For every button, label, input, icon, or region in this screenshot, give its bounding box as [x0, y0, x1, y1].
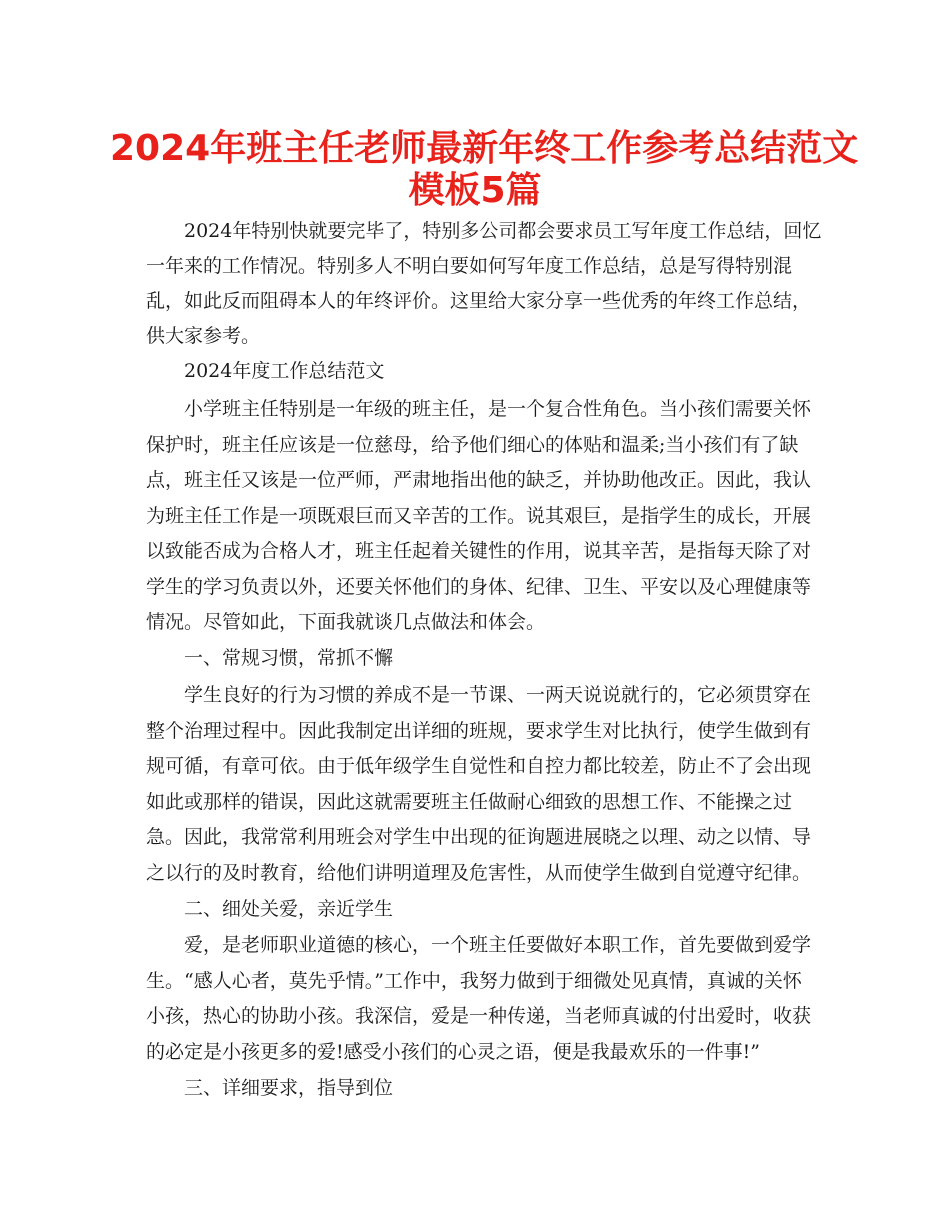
document-title-line1: 2024年班主任老师最新年终工作参考总结范文 — [110, 128, 859, 169]
body-line: 保护时，班主任应该是一位慈母，给予他们细心的体贴和温柔;当小孩们有了缺 — [146, 434, 799, 456]
section-heading: 三、详细要求，指导到位 — [184, 1077, 394, 1099]
body-line: 规可循，有章可依。由于低年级学生自觉性和自控力都比较差，防止不了会出现 — [146, 755, 812, 777]
section-heading: 二、细处关爱，亲近学生 — [184, 898, 394, 920]
body-line: 乱，如此反而阻碍本人的年终评价。这里给大家分享一些优秀的年终工作总结， — [146, 290, 812, 312]
body-line: 小孩，热心的协助小孩。我深信，爱是一种传递，当老师真诚的付出爱时，收获 — [146, 1005, 812, 1027]
body-line: 生。“感人心者，莫先乎情。”工作中，我努力做到于细微处见真情，真诚的关怀 — [146, 970, 802, 992]
body-line: 以致能否成为合格人才，班主任起着关键性的作用，说其辛苦，是指每天除了对 — [146, 540, 812, 562]
section-heading: 2024年度工作总结范文 — [184, 360, 385, 382]
body-line: 一年来的工作情况。特别多人不明白要如何写年度工作总结，总是写得特别混 — [146, 255, 793, 277]
body-line: 点，班主任又该是一位严师，严肃地指出他的缺乏，并协助他改正。因此，我认 — [146, 469, 812, 491]
body-line: 学生良好的行为习惯的养成不是一节课、一两天说说就行的，它必须贯穿在 — [184, 684, 812, 706]
body-line: 如此或那样的错误，因此这就需要班主任做耐心细致的思想工作、不能操之过 — [146, 791, 793, 813]
body-line: 之以行的及时教育，给他们讲明道理及危害性，从而使学生做到自觉遵守纪律。 — [146, 862, 812, 884]
body-line: 供大家参考。 — [146, 325, 261, 347]
body-line: 小学班主任特别是一年级的班主任，是一个复合性角色。当小孩们需要关怀 — [184, 398, 812, 420]
body-line: 为班主任工作是一项既艰巨而又辛苦的工作。说其艰巨，是指学生的成长，开展 — [146, 505, 812, 527]
section-heading: 一、常规习惯，常抓不懈 — [184, 647, 394, 669]
body-line: 爱，是老师职业道德的核心，一个班主任要做好本职工作，首先要做到爱学 — [184, 934, 812, 956]
body-line: 学生的学习负责以外，还要关怀他们的身体、纪律、卫生、平安以及心理健康等 — [146, 576, 812, 598]
body-line: 整个治理过程中。因此我制定出详细的班规，要求学生对比执行，使学生做到有 — [146, 720, 812, 742]
document-title-line2: 模板5篇 — [408, 170, 542, 211]
body-line: 2024年特别快就要完毕了，特别多公司都会要求员工写年度工作总结，回忆 — [184, 220, 822, 242]
body-line: 情况。尽管如此，下面我就谈几点做法和体会。 — [146, 611, 546, 633]
body-line: 急。因此，我常常利用班会对学生中出现的征询题进展晓之以理、动之以情、导 — [146, 826, 812, 848]
body-line: 的必定是小孩更多的爱!感受小孩们的心灵之语，便是我最欢乐的一件事!” — [146, 1041, 760, 1063]
